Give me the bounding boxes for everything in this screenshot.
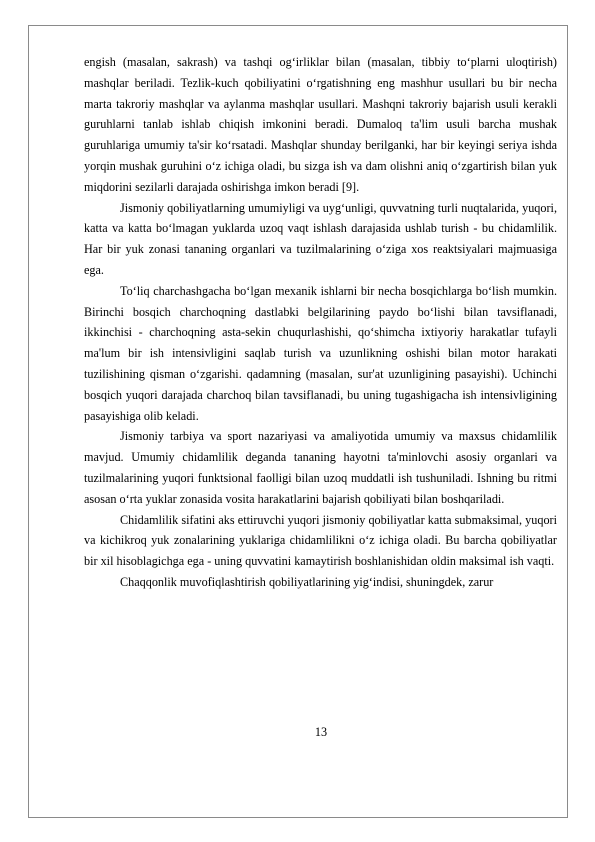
document-body — [84, 52, 557, 593]
paragraph-4: Jismoniy tarbiya va sport nazariyasi va amaliyotida umumiy va maxsus chidamlilik mavjud. Umumiy chidamlilik deganda tananing hayotni ta'minlovchi asosiy organlari va tuzilmalarining yuqori funktsional faolligi bilan uzoq muddatli ish tushuniladi. Ishning bu ritmi asosan o‘rta yuklar zonasida vosita harakatlarini bajarish qobiliyati bilan boshqariladi. — [84, 429, 557, 506]
paragraph-3: To‘liq charchashgacha bo‘lgan mexanik ishlarni bir necha bosqichlarga bo‘lish mumkin. Birinchi bosqich charchoqning dastlabki belgilarining paydo bo‘lishi bilan tavsiflanadi, ikkinchisi - charchoqning asta-sekin chuqurlashishi, qo‘shimcha ixtiyoriy harakatlar tufayli ma'lum bir ish intensivligini saqlab turish va uzunlikning oshishi bilan motor harakati tuzilishining qisman o‘zgarishi. qadamning (masalan, sur'at uzunligining pasayishi). Uchinchi bosqich yuqori darajada charchoq bilan tavsiflanadi, bu uning tugashigacha ish intensivligining pasayishiga olib keladi. — [84, 283, 557, 423]
paragraph-6: Chaqqonlik muvofiqlashtirish qobiliyatlarining yig‘indisi, shuningdek, zarur — [120, 574, 494, 589]
page-number: 13 — [314, 725, 328, 739]
paragraph-2: Jismoniy qobiliyatlarning umumiyligi va uyg‘unligi, quvvatning turli nuqtalarida, yuqori, katta va katta bo‘lmagan yuklarda uzoq vaqt ishlash darajasida ushlab turish - bu chidamlilik. Har bir yuk zonasi tananing organlari va tuzilmalarining o‘ziga xos reaktsiyalari majmuasiga ega. — [84, 200, 557, 277]
paragraph-5: Chidamlilik sifatini aks ettiruvchi yuqori jismoniy qobiliyatlar katta submaksimal, yuqori va kichikroq yuk zonalarining yuklariga chidamlilikni o‘z ichiga oladi. Bu barcha qobiliyatlar bir xil hisoblagichga ega - uning quvvatini kamaytirish boshlanishidan oldin maksimal ish vaqti. — [84, 512, 557, 569]
paragraph-1: engish (masalan, sakrash) va tashqi og‘irliklar bilan (masalan, tibbiy to‘plarni uloqtirish) mashqlar beriladi. Tezlik-kuch qobiliyatini o‘rgatishning eng mashhur usullari bu bir necha marta takroriy mashqlar va aylanma mashqlar usullari. Mashqni takroriy bajarish usuli kerakli guruhlarni tanlab ishlab chiqish imkonini beradi. Dumaloq ta'lim usuli barcha mushak guruhlariga umumiy ta'sir ko‘rsatadi. Mashqlar shunday berilganki, har bir keyingi seriya ishda yorqin mushak guruhini o‘z ichiga oladi, bu sizga ish va dam olishni aniq o‘zgartirish bilan yuk miqdorini sezilarli darajada oshirishga imkon beradi [9]. — [84, 55, 557, 194]
